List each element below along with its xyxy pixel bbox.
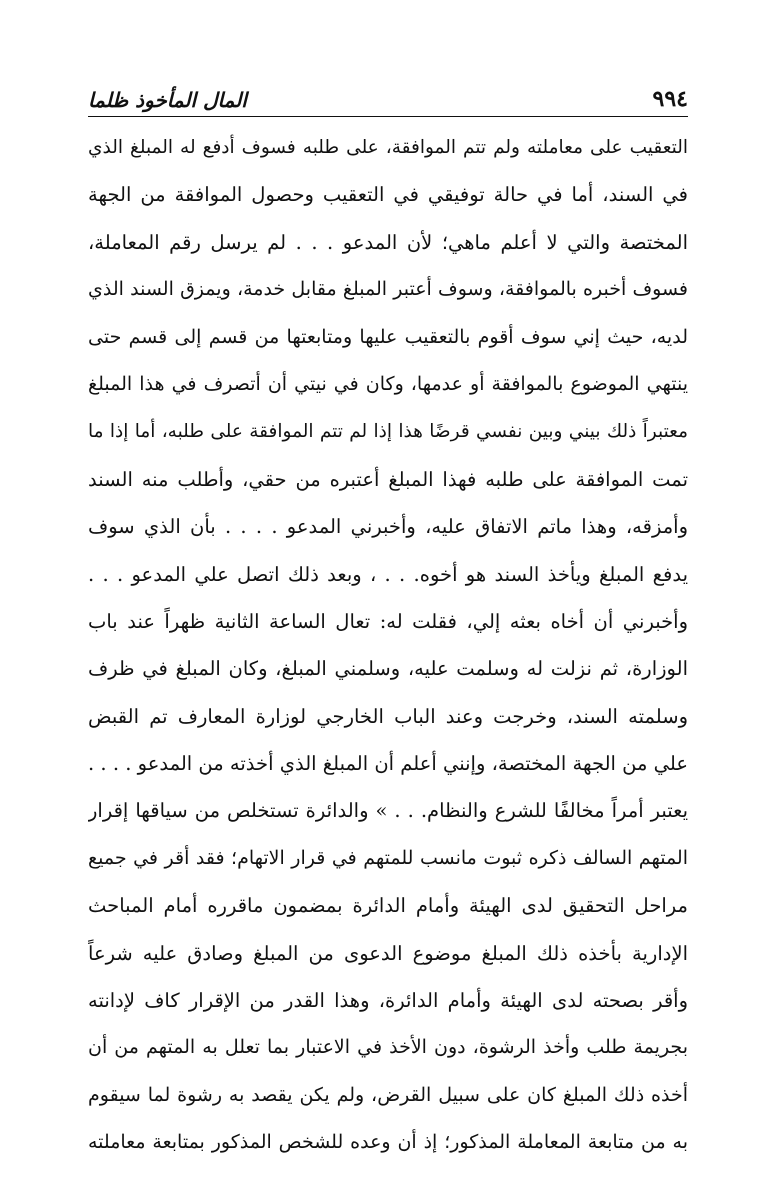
- text-line: أخذه ذلك المبلغ كان على سبيل القرض، ولم يكن يقصد به رشوة لما سيقوم: [88, 1083, 688, 1106]
- text-line: وأقر بصحته لدى الهيئة وأمام الدائرة، وهذا القدر من الإقرار كاف لإدانته: [88, 989, 688, 1013]
- text-line: لديه، حيث إني سوف أقوم بالتعقيب عليها ومتابعتها من قسم إلى قسم حتى: [88, 325, 688, 348]
- text-line: في السند، أما في حالة توفيقي في التعقيب وحصول الموافقة من الجهة: [88, 183, 688, 207]
- text-line: ينتهي الموضوع بالموافقة أو عدمها، وكان في نيتي أن أتصرف في هذا المبلغ: [88, 372, 688, 395]
- text-line: وأخبرني أن أخاه بعثه إلي، فقلت له: تعال الساعة الثانية ظهراً عند باب: [88, 609, 688, 633]
- running-title: المال المأخوذ ظلما: [88, 88, 247, 112]
- text-line: بجريمة طلب وأخذ الرشوة، دون الأخذ في الاعتبار بما تعلل به المتهم من أن: [88, 1036, 688, 1059]
- text-line: الإدارية بأخذه ذلك المبلغ موضوع الدعوى من المبلغ وصادق عليه شرعاً: [88, 941, 688, 965]
- text-line: وأمزقه، وهذا ماتم الاتفاق عليه، وأخبرني المدعو . . . . بأن الذي سوف: [88, 515, 688, 539]
- text-line: يعتبر أمراً مخالفًا للشرع والنظام. . . » والدائرة تستخلص من سياقها إقرار: [88, 799, 688, 823]
- text-line: تمت الموافقة على طلبه فهذا المبلغ أعتبره من حقي، وأطلب منه السند: [88, 467, 688, 491]
- page-number: ٩٩٤: [652, 86, 688, 112]
- text-line: معتبراً ذلك بيني وبين نفسي قرضًا هذا إذا لم تتم الموافقة على طلبه، أما إذا ما: [88, 421, 688, 443]
- text-line: المتهم السالف ذكره ثبوت مانسب للمتهم في قرار الاتهام؛ فقد أقر في جميع: [88, 846, 688, 869]
- header-divider: [88, 116, 688, 117]
- text-line: وسلمته السند، وخرجت وعند الباب الخارجي لوزارة المعارف تم القبض: [88, 704, 688, 728]
- text-line: فسوف أخبره بالموافقة، وسوف أعتبر المبلغ مقابل خدمة، ويمزق السند الذي: [88, 278, 688, 301]
- text-line: المختصة والتي لا أعلم ماهي؛ لأن المدعو . . . لم يرسل رقم المعاملة،: [88, 230, 688, 254]
- body-text: [88, 124, 688, 1167]
- text-line: علي من الجهة المختصة، وإنني أعلم أن المبلغ الذي أخذته من المدعو . . . .: [88, 752, 688, 776]
- text-line: به من متابعة المعاملة المذكور؛ إذ أن وعده للشخص المذكور بمتابعة معاملته: [88, 1131, 688, 1154]
- text-line: الوزارة، ثم نزلت له وسلمت عليه، وسلمني المبلغ، وكان المبلغ في ظرف: [88, 657, 688, 681]
- text-line: التعقيب على معاملته ولم تتم الموافقة، على طلبه فسوف أدفع له المبلغ الذي: [88, 137, 688, 158]
- running-header: [88, 72, 688, 114]
- text-line: مراحل التحقيق لدى الهيئة وأمام الدائرة بمضمون ماقرره أمام المباحث: [88, 894, 688, 918]
- text-line: يدفع المبلغ ويأخذ السند هو أخوه. . . ، وبعد ذلك اتصل علي المدعو . . .: [88, 562, 688, 586]
